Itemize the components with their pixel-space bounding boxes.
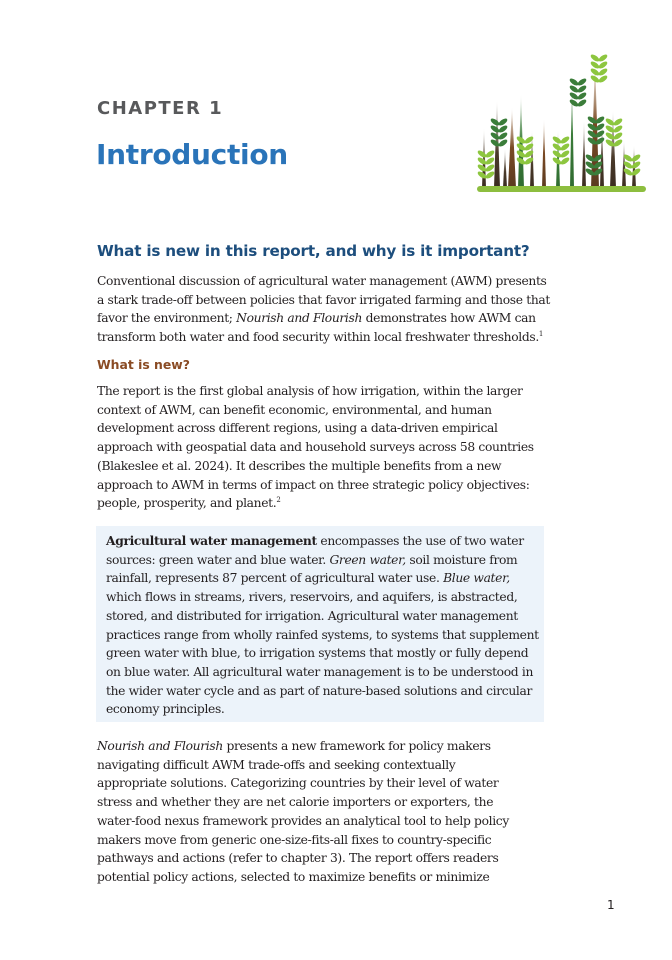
subheading: What is new? xyxy=(97,357,190,372)
text-line: context of AWM, can benefit economic, environmental, and human xyxy=(97,402,492,417)
text-run: soil moisture from xyxy=(405,552,518,567)
text-run: demonstrates how AWM can xyxy=(362,311,536,326)
page-number: 1 xyxy=(607,898,615,912)
text-line: makers move from generic one-size-fits-all fixes to country-specific xyxy=(97,832,492,847)
text-line xyxy=(97,737,557,756)
text-line: pathways and actions (refer to chapter 3). The report offers readers xyxy=(97,851,499,866)
text-line: which flows in streams, rivers, reservoirs, and aquifers, is abstracted, xyxy=(106,590,518,605)
callout-text xyxy=(106,532,546,719)
stem xyxy=(503,148,507,188)
text-run: rainfall, represents 87 percent of agricultural water use. xyxy=(106,571,444,586)
footnote-ref[interactable]: 2 xyxy=(276,496,281,505)
stem xyxy=(542,118,546,188)
text-line: a stark trade-off between policies that favor irrigated farming and those that xyxy=(97,292,550,307)
text-run: encompasses the use of two water xyxy=(316,534,524,548)
wheat-plants-icon xyxy=(474,50,649,200)
text-line xyxy=(106,569,546,588)
text-line: appropriate solutions. Categorizing countries by their level of water xyxy=(97,776,499,791)
text-line: practices range from wholly rainfed systems, to systems that supplement xyxy=(106,627,539,642)
text-line: (Blakeslee et al. 2024). It describes the multiple benefits from a new xyxy=(97,458,502,473)
text-line: water-food nexus framework provides an analytical tool to help policy xyxy=(97,813,509,828)
text-line: economy principles. xyxy=(106,702,225,717)
text-run: favor the environment; xyxy=(97,311,237,326)
section-heading: What is new in this report, and why is it important? xyxy=(97,242,530,260)
stem xyxy=(600,120,604,188)
text-line: approach to AWM in terms of impact on three strategic policy objectives: xyxy=(97,477,530,492)
text-line: development across different regions, using a data-driven empirical xyxy=(97,421,498,436)
stem xyxy=(482,128,486,188)
chapter-label: CHAPTER 1 xyxy=(97,98,224,119)
framework-paragraph xyxy=(97,737,557,887)
text-line: the wider water cycle and as part of nature-based solutions and circular xyxy=(106,683,532,698)
text-line: The report is the first global analysis of how irrigation, within the larger xyxy=(97,384,523,398)
stem xyxy=(582,120,586,188)
chapter-title: Introduction xyxy=(96,138,288,171)
text-run: transform both water and food security within local freshwater thresholds. xyxy=(97,330,539,345)
green-water-term: Green water, xyxy=(329,552,406,567)
text-line xyxy=(97,309,557,328)
blue-water-term: Blue water, xyxy=(443,571,510,586)
text-line: green water with blue, to irrigation systems that mostly or fully depend xyxy=(106,646,529,661)
text-run: sources: green water and blue water. xyxy=(106,552,330,567)
callout-term: Agricultural water management xyxy=(106,533,317,548)
text-line: stress and whether they are net calorie importers or exporters, the xyxy=(97,795,494,810)
text-line xyxy=(106,551,546,570)
text-line: approach with geospatial data and household surveys across 58 countries xyxy=(97,440,534,455)
wheat-head-dark xyxy=(490,77,606,177)
ground-bar xyxy=(477,186,646,192)
text-line xyxy=(106,532,546,551)
text-line: potential policy actions, selected to maximize benefits or minimize xyxy=(97,869,490,884)
definition-callout xyxy=(96,526,544,722)
text-run: people, prosperity, and planet. xyxy=(97,496,277,511)
stem xyxy=(508,107,516,188)
report-title-italic: Nourish and Flourish xyxy=(97,739,223,753)
intro-paragraph xyxy=(97,272,557,347)
text-line xyxy=(97,328,557,347)
footnote-ref[interactable]: 1 xyxy=(538,330,544,339)
text-line: on blue water. All agricultural water management is to be understood in xyxy=(106,664,534,679)
text-line: stored, and distributed for irrigation. Agricultural water management xyxy=(106,608,518,623)
report-title-italic: Nourish and Flourish xyxy=(236,311,363,326)
text-line: navigating difficult AWM trade-offs and seeking contextually xyxy=(97,757,456,772)
text-run: presents a new framework for policy makers xyxy=(222,739,491,753)
text-line: Conventional discussion of agricultural water management (AWM) presents xyxy=(97,274,547,288)
what-is-new-paragraph xyxy=(97,382,557,513)
text-line xyxy=(97,494,557,513)
wheat-head-light xyxy=(477,53,642,180)
